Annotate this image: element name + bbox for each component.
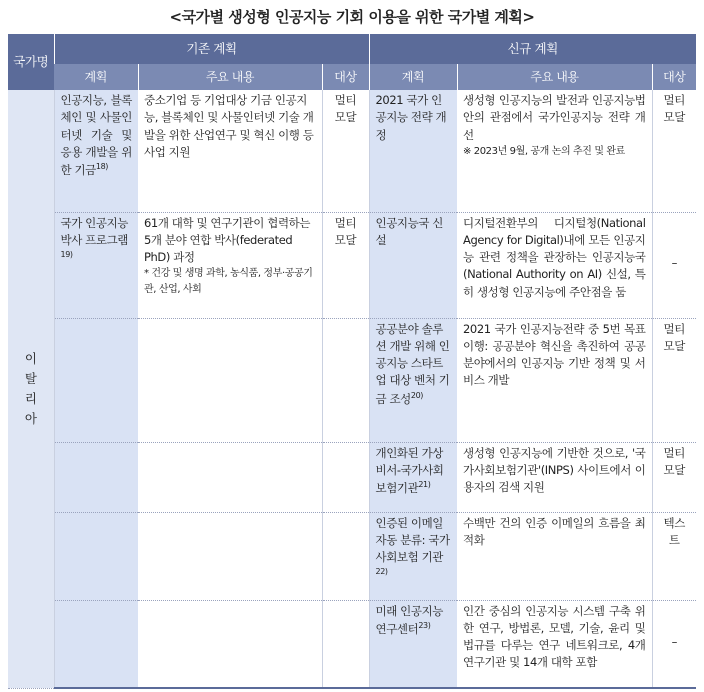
new-plan: 인증된 이메일 자동 분류: 국가사회보험 기관$^{22)}$ xyxy=(369,512,457,600)
existing-target-empty xyxy=(322,318,369,442)
existing-plan-empty xyxy=(54,318,138,442)
table-row xyxy=(8,512,696,600)
header-existing: 기존 계획 xyxy=(54,34,369,64)
new-target: 텍스트 xyxy=(652,512,696,600)
header-new: 신규 계획 xyxy=(369,34,696,64)
country-char: 리 xyxy=(24,390,37,406)
header-country: 국가명 xyxy=(8,34,54,90)
new-target: 멀티 모달 xyxy=(652,90,696,212)
new-plan: 개인화된 가상 비서-국가사회 보험기관$^{21)}$ xyxy=(369,442,457,512)
new-content: 인간 중심의 인공지능 시스템 구축 위한 연구, 방법론, 모델, 기술, 윤리 및 법규를 다루는 연구 네트워크로, 4개 연구기관 및 14개 대학 포함 xyxy=(457,600,652,688)
table-row xyxy=(8,212,696,318)
country-char: 아 xyxy=(24,410,37,426)
new-content: 디지털전환부의 디지털청(National Agency for Digital)내에 모든 인공지능 관련 정책을 관장하는 인공지능국(National Authority on AI) 신설, 특히 생성형 인공지능에 주안점을 둠 xyxy=(457,212,652,318)
existing-content: 61개 대학 및 연구기관이 협력하는 5개 분야 연합 박사(federated PhD) 과정 * 건강 및 생명 과학, 농식품, 정부·공공기관, 산업, 사회 xyxy=(138,212,322,318)
header-new-content: 주요 내용 xyxy=(457,64,652,90)
country-char: 탈 xyxy=(24,370,37,386)
existing-target-empty xyxy=(322,600,369,688)
page-title: <국가별 생성형 인공지능 기회 이용을 위한 국가별 계획> xyxy=(169,8,535,26)
existing-plan: 인공지능, 블록체인 및 사물인터넷 기술 및 응용 개발을 위한 기금$^{18)}$ xyxy=(54,90,138,212)
existing-target-empty xyxy=(322,512,369,600)
new-content: 생성형 인공지능의 발전과 인공지능법안의 관점에서 국가인공지능 전략 개선 ※ 2023년 9월, 공개 논의 추진 및 완료 xyxy=(457,90,652,212)
existing-content: 중소기업 등 기업대상 기금 인공지능, 블록체인 및 사물인터넷 기술 개발을 위한 산업연구 및 혁신 이행 등 사업 지원 xyxy=(138,90,322,212)
header-existing-content: 주요 내용 xyxy=(138,64,322,90)
header-new-plan: 계획 xyxy=(369,64,457,90)
table-row xyxy=(8,442,696,512)
existing-target-empty xyxy=(322,442,369,512)
table-row xyxy=(8,318,696,442)
new-target: – xyxy=(652,600,696,688)
new-plan: 공공분야 솔루션 개발 위해 인공지능 스타트업 대상 벤처 기금 조성$^{20)}$ xyxy=(369,318,457,442)
header-existing-plan: 계획 xyxy=(54,64,138,90)
existing-plan-empty xyxy=(54,600,138,688)
plans-table xyxy=(8,34,696,689)
country-cell xyxy=(8,90,54,688)
existing-plan-empty xyxy=(54,512,138,600)
new-plan: 2021 국가 인공지능 전략 개정 xyxy=(369,90,457,212)
header-new-target: 대상 xyxy=(652,64,696,90)
new-content: 생성형 인공지능에 기반한 것으로, '국가사회보험기관'(INPS) 사이트에서 이용자의 검색 지원 xyxy=(457,442,652,512)
new-plan: 인공지능국 신설 xyxy=(369,212,457,318)
new-target: – xyxy=(652,212,696,318)
new-plan: 미래 인공지능 연구센터$^{23)}$ xyxy=(369,600,457,688)
new-target: 멀티 모달 xyxy=(652,442,696,512)
existing-content-empty xyxy=(138,318,322,442)
existing-plan-empty xyxy=(54,442,138,512)
new-content: 수백만 건의 인증 이메일의 흐름을 최적화 xyxy=(457,512,652,600)
existing-content-empty xyxy=(138,512,322,600)
new-target: 멀티 모달 xyxy=(652,318,696,442)
existing-content-empty xyxy=(138,442,322,512)
table-row xyxy=(8,90,696,212)
existing-plan: 국가 인공지능 박사 프로그램$^{19)}$ xyxy=(54,212,138,318)
existing-target: 멀티 모달 xyxy=(322,212,369,318)
new-content: 2021 국가 인공지능전략 중 5번 목표 이행: 공공분야 혁신을 촉진하여 공공분야에서의 인공지능 기반 정책 및 서비스 개발 xyxy=(457,318,652,442)
header-existing-target: 대상 xyxy=(322,64,369,90)
table-row xyxy=(8,600,696,688)
existing-target: 멀티 모달 xyxy=(322,90,369,212)
country-char: 이 xyxy=(24,350,37,366)
existing-content-empty xyxy=(138,600,322,688)
